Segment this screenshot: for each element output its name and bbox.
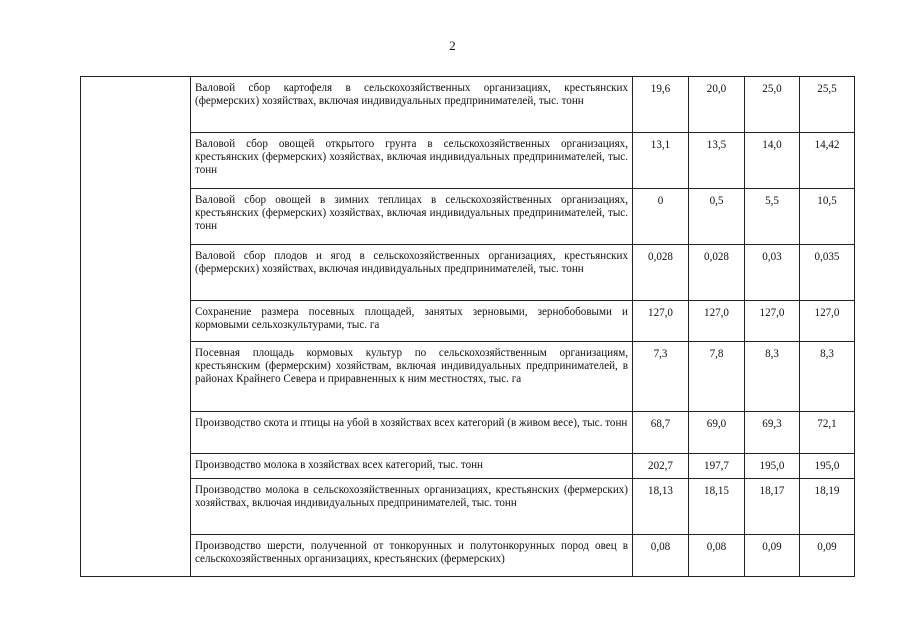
value-cell: 69,3 bbox=[745, 412, 800, 454]
value-cell: 13,1 bbox=[633, 133, 689, 189]
indicator-cell: Производство шерсти, полученной от тонкорунных и полутонкорунных пород овец в сельскохозяйственных организациях, крестьянских (фермерских) bbox=[191, 535, 633, 577]
value-cell: 127,0 bbox=[633, 301, 689, 342]
value-cell: 18,15 bbox=[689, 479, 745, 535]
value-cell: 19,6 bbox=[633, 77, 689, 133]
value-cell: 202,7 bbox=[633, 454, 689, 479]
indicator-cell: Производство молока в сельскохозяйственных организациях, крестьянских (фермерских) хозяйствах, включая индивидуальных предпринимателей, тыс. тонн bbox=[191, 479, 633, 535]
value-cell: 25,0 bbox=[745, 77, 800, 133]
value-cell: 14,42 bbox=[800, 133, 855, 189]
value-cell: 25,5 bbox=[800, 77, 855, 133]
value-cell: 72,1 bbox=[800, 412, 855, 454]
value-cell: 18,17 bbox=[745, 479, 800, 535]
table-row bbox=[81, 133, 855, 189]
value-cell: 7,8 bbox=[689, 342, 745, 412]
indicator-cell: Производство молока в хозяйствах всех категорий, тыс. тонн bbox=[191, 454, 633, 479]
value-cell: 127,0 bbox=[689, 301, 745, 342]
table-row bbox=[81, 189, 855, 245]
value-cell: 0,08 bbox=[689, 535, 745, 577]
value-cell: 195,0 bbox=[745, 454, 800, 479]
table-row bbox=[81, 479, 855, 535]
value-cell: 18,19 bbox=[800, 479, 855, 535]
value-cell: 5,5 bbox=[745, 189, 800, 245]
value-cell: 13,5 bbox=[689, 133, 745, 189]
value-cell: 18,13 bbox=[633, 479, 689, 535]
page-number: 2 bbox=[449, 38, 456, 53]
indicator-cell: Производство скота и птицы на убой в хозяйствах всех категорий (в живом весе), тыс. тонн bbox=[191, 412, 633, 454]
value-cell: 10,5 bbox=[800, 189, 855, 245]
value-cell: 0,5 bbox=[689, 189, 745, 245]
value-cell: 68,7 bbox=[633, 412, 689, 454]
value-cell: 14,0 bbox=[745, 133, 800, 189]
indicators-table bbox=[80, 76, 855, 577]
value-cell: 8,3 bbox=[745, 342, 800, 412]
table-row bbox=[81, 342, 855, 412]
value-cell: 0,028 bbox=[633, 245, 689, 301]
table-row bbox=[81, 535, 855, 577]
indicator-cell: Валовой сбор овощей открытого грунта в сельскохозяйственных организациях, крестьянских (фермерских) хозяйствах, включая индивидуальных предпринимателей, тыс. тонн bbox=[191, 133, 633, 189]
left-empty-column-cell bbox=[81, 77, 191, 577]
value-cell: 8,3 bbox=[800, 342, 855, 412]
value-cell: 0,09 bbox=[745, 535, 800, 577]
table-row bbox=[81, 245, 855, 301]
value-cell: 7,3 bbox=[633, 342, 689, 412]
value-cell: 197,7 bbox=[689, 454, 745, 479]
value-cell: 0,035 bbox=[800, 245, 855, 301]
table-row bbox=[81, 77, 855, 133]
value-cell: 0,09 bbox=[800, 535, 855, 577]
value-cell: 0,028 bbox=[689, 245, 745, 301]
table-row bbox=[81, 454, 855, 479]
indicator-cell: Валовой сбор овощей в зимних теплицах в сельскохозяйственных организациях, крестьянских (фермерских) хозяйствах, включая индивидуальных предпринимателей, тыс. тонн bbox=[191, 189, 633, 245]
table-row bbox=[81, 301, 855, 342]
value-cell: 0,03 bbox=[745, 245, 800, 301]
indicator-cell: Валовой сбор картофеля в сельскохозяйственных организациях, крестьянских (фермерских) хозяйствах, включая индивидуальных предпринимателей, тыс. тонн bbox=[191, 77, 633, 133]
value-cell: 0,08 bbox=[633, 535, 689, 577]
table-row bbox=[81, 412, 855, 454]
table-body bbox=[81, 77, 855, 577]
indicator-cell: Сохранение размера посевных площадей, занятых зерновыми, зернобобовыми и кормовыми сельхозкультурами, тыс. га bbox=[191, 301, 633, 342]
value-cell: 195,0 bbox=[800, 454, 855, 479]
indicator-cell: Посевная площадь кормовых культур по сельскохозяйственным организациям, крестьянским (фермерским) хозяйствам, включая индивидуальных предпринимателей, в районах Крайнего Севера и приравненных к ним местностях, тыс. га bbox=[191, 342, 633, 412]
value-cell: 127,0 bbox=[800, 301, 855, 342]
value-cell: 20,0 bbox=[689, 77, 745, 133]
value-cell: 127,0 bbox=[745, 301, 800, 342]
indicator-cell: Валовой сбор плодов и ягод в сельскохозяйственных организациях, крестьянских (фермерских) хозяйствах, включая индивидуальных предпринимателей, тыс. тонн bbox=[191, 245, 633, 301]
value-cell: 69,0 bbox=[689, 412, 745, 454]
value-cell: 0 bbox=[633, 189, 689, 245]
